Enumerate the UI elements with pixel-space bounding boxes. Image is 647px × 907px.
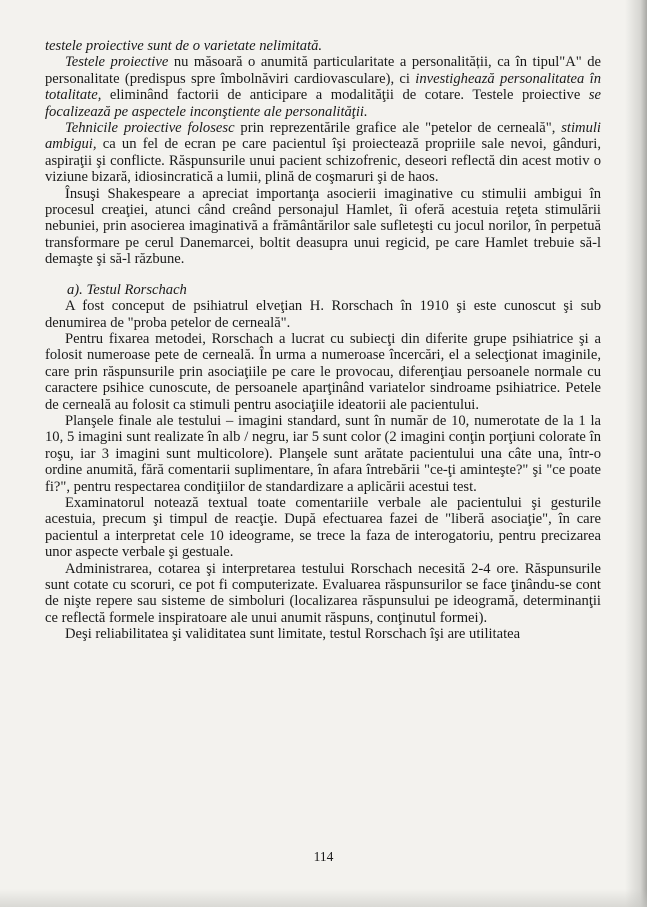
paragraph [45, 561, 601, 627]
italic-text: se focalizează pe aspectele inconştiente ale personalităţii. [45, 87, 601, 120]
section-heading [45, 282, 601, 298]
page-edge-shadow [625, 0, 647, 907]
text-run: nu măsoară o anumită particularitate a personalității, ca în tipul"A" de personalitate (predispus spre îmbolnăviri cardiovasculare), ci [45, 54, 601, 87]
text-run: prin reprezentările grafice ale "petelor de cerneală", [234, 120, 562, 137]
text-run: Însuşi Shakespeare a apreciat importanţa asocierii imaginative cu stimulii ambigui în procesul creaţiei, atunci când creând personajul Hamlet, îi oferă acestuia reţeta stimulării nebuniei, prin asocierea imaginativă a frământărilor sale sufleteşti cu jocul norilor, în perpetuă transformare pe cerul Danemarcei, boltit deasupra unui regicid, pe care Hamlet trebuie să-l demaşte şi să-l răzbune. [45, 185, 601, 268]
paragraph [45, 331, 601, 413]
paragraph [45, 626, 601, 642]
text-run: eliminând factorii de anticipare a modalităţii de cotare. Testele proiective [101, 87, 589, 104]
text-run: Deşi reliabilitatea şi validitatea sunt limitate, testul Rorschach îşi are utilitatea [65, 626, 521, 643]
page-bottom-shadow [0, 889, 647, 907]
italic-text: Tehnicile proiective folosesc [65, 120, 235, 137]
paragraph [45, 413, 601, 495]
italic-text: a). Testul Rorschach [67, 281, 187, 298]
paragraph [45, 120, 601, 186]
text-run: Pentru fixarea metodei, Rorschach a lucrat cu subiecţi din diferite grupe psihiatrice şi a folosit numeroase pete de cerneală. În urma a numeroase încercări, el a selecţionat imaginile, care prin răspunsurile prin asociaţiile pe care le provocau, diferenţiau persoanele normale cu caractere psihice cunoscute, de persoanele aparţinând variatelor sindroame psihiatrice. Petele de cerneală au folosit ca stimuli pentru asociaţiile ideatorii ale pacientului. [45, 330, 601, 413]
paragraph [45, 38, 601, 54]
text-run: Planşele finale ale testului – imagini standard, sunt în număr de 10, numerotate de la 1 la 10, 5 imagini sunt realizate în alb / negru, iar 5 sunt color (2 imagini conţin porţiuni colorate în roşu, iar 3 imagini sunt multicolore). Planşele sunt arătate pacientului una câte una, într-o ordine anumită, fără comentarii suplimentare, în afara întrebării "ce-ţi aminteşte?" şi "ce poate fi?", pentru respectarea condiţiilor de standardizare a aplicării acestui test. [45, 412, 601, 495]
paragraph [45, 186, 601, 268]
paragraph [45, 298, 601, 331]
page-number: 114 [313, 849, 334, 864]
paragraph [45, 54, 601, 120]
italic-text: testele proiective sunt de o varietate nelimitată. [45, 38, 323, 54]
text-run: A fost conceput de psihiatrul elveţian H. Rorschach în 1910 şi este cunoscut şi sub denumirea de "proba petelor de cerneală". [45, 298, 601, 331]
text-run: ca un fel de ecran pe care pacientul îşi proiectează propriile sale nevoi, gânduri, aspiraţii şi conflicte. Răspunsurile unui pacient schizofrenic, deseori reflectă din acest motiv o viziune bizară, idiosincratică a lumii, plină de coşmaruri şi de haos. [45, 136, 601, 186]
text-run: Examinatorul notează textual toate comentariile verbale ale pacientului şi gesturile acestuia, precum şi timpul de reacţie. După efectuarea fazei de "liberă asociaţie", în care pacientul a interpretat cele 10 ideograme, se trece la faza de interogatoriu, pentru precizarea unor aspecte verbale şi gestuale. [45, 494, 601, 561]
italic-text: Testele proiective [65, 54, 169, 71]
paragraph [45, 495, 601, 561]
body-text [45, 38, 601, 643]
italic-text: investighează personalitatea în totalitate, [45, 70, 601, 104]
text-run: Administrarea, cotarea şi interpretarea testului Rorschach necesită 2-4 ore. Răspunsurile sunt cotate cu scoruri, ce pot fi computerizate. Evaluarea răspunsurilor se face ţinându-se cont de nişte repere sau sisteme de simboluri (localizarea răspunsului pe ideogramă, determinanţii ce reflectă formele inspiratoare ale unui anumit răspuns, conţinutul formei). [45, 560, 601, 626]
italic-text: stimuli ambigui, [45, 120, 601, 153]
